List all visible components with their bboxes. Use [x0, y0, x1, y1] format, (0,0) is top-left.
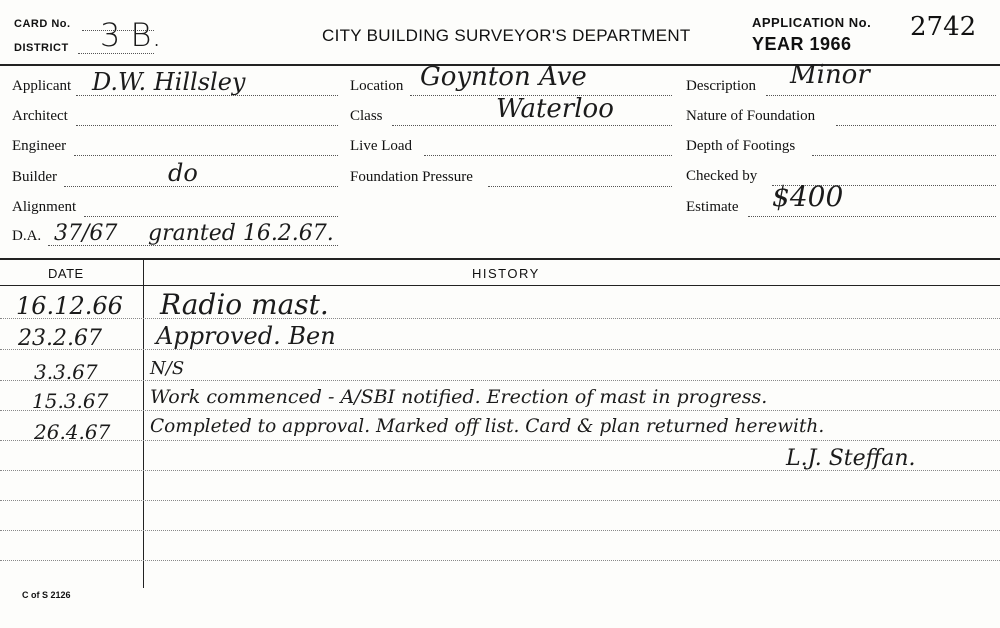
- builder-label: Builder: [12, 169, 57, 185]
- ruled-line: [0, 500, 1000, 501]
- history-date: 16.12.66: [16, 292, 123, 320]
- history-date-divider: [143, 258, 144, 588]
- history-entry: Work commenced - A/SBI notified. Erection of mast in progress.: [150, 386, 768, 408]
- architect-line: [76, 125, 338, 126]
- history-column-header: HISTORY: [472, 266, 540, 281]
- engineer-line: [74, 155, 338, 156]
- depth-of-footings-label: Depth of Footings: [686, 138, 796, 154]
- history-entry: N/S: [150, 358, 185, 379]
- estimate-line: [748, 216, 996, 217]
- foundation-pressure-line: [488, 186, 672, 187]
- estimate-label: Estimate: [686, 199, 739, 215]
- location-label: Location: [350, 78, 404, 94]
- ruled-line: [0, 349, 1000, 350]
- ruled-line: [0, 530, 1000, 531]
- checked-by-label: Checked by: [686, 168, 758, 184]
- district-value: 3 B.: [100, 16, 162, 54]
- history-top-rule: [0, 258, 1000, 260]
- history-date: 15.3.67: [32, 389, 109, 413]
- history-entry: Radio mast.: [160, 288, 329, 321]
- applicant-value: D.W. Hillsley: [92, 68, 246, 96]
- engineer-label: Engineer: [12, 138, 67, 154]
- class-value: Waterloo: [496, 94, 614, 124]
- history-date: 23.2.67: [18, 326, 102, 351]
- application-no-value: 2742: [910, 12, 977, 42]
- nature-of-foundation-label: Nature of Foundation: [686, 108, 816, 124]
- description-value: Minor: [790, 60, 870, 90]
- live-load-label: Live Load: [350, 138, 413, 154]
- alignment-label: Alignment: [12, 199, 77, 215]
- ruled-line: [0, 380, 1000, 381]
- da-label: D.A.: [12, 228, 42, 244]
- district-label: DISTRICT: [14, 42, 69, 54]
- history-date: 26.4.67: [34, 420, 111, 444]
- history-signature: L.J. Steffan.: [786, 446, 916, 471]
- depth-of-footings-line: [812, 155, 996, 156]
- nature-of-foundation-line: [836, 125, 996, 126]
- application-no-label: APPLICATION No.: [752, 15, 872, 30]
- foundation-pressure-label: Foundation Pressure: [350, 169, 473, 185]
- ruled-line: [0, 560, 1000, 561]
- alignment-line: [84, 216, 338, 217]
- form-code: C of S 2126: [22, 590, 71, 600]
- architect-label: Architect: [12, 108, 68, 124]
- estimate-value: $400: [772, 180, 844, 213]
- builder-line: [64, 186, 338, 187]
- builder-value: do: [168, 159, 198, 187]
- history-header-rule: [0, 285, 1000, 286]
- class-line: [392, 125, 672, 126]
- ruled-line: [0, 318, 1000, 319]
- card-no-label: CARD No.: [14, 18, 71, 30]
- history-entry: Approved. Ben: [156, 322, 336, 350]
- history-date: 3.3.67: [34, 360, 98, 384]
- applicant-label: Applicant: [12, 78, 72, 94]
- history-entry: Completed to approval. Marked off list. Card & plan returned herewith.: [150, 416, 825, 437]
- ruled-line: [0, 440, 1000, 441]
- date-column-header: DATE: [48, 266, 84, 281]
- description-line: [766, 95, 996, 96]
- live-load-line: [424, 155, 672, 156]
- location-value: Goynton Ave: [420, 62, 587, 92]
- class-label: Class: [350, 108, 383, 124]
- description-label: Description: [686, 78, 756, 94]
- da-value: 37/67: [54, 221, 118, 246]
- department-title: CITY BUILDING SURVEYOR'S DEPARTMENT: [322, 26, 691, 45]
- year-label: YEAR 1966: [752, 34, 852, 54]
- ruled-line: [0, 410, 1000, 411]
- da-note: granted 16.2.67.: [148, 221, 334, 246]
